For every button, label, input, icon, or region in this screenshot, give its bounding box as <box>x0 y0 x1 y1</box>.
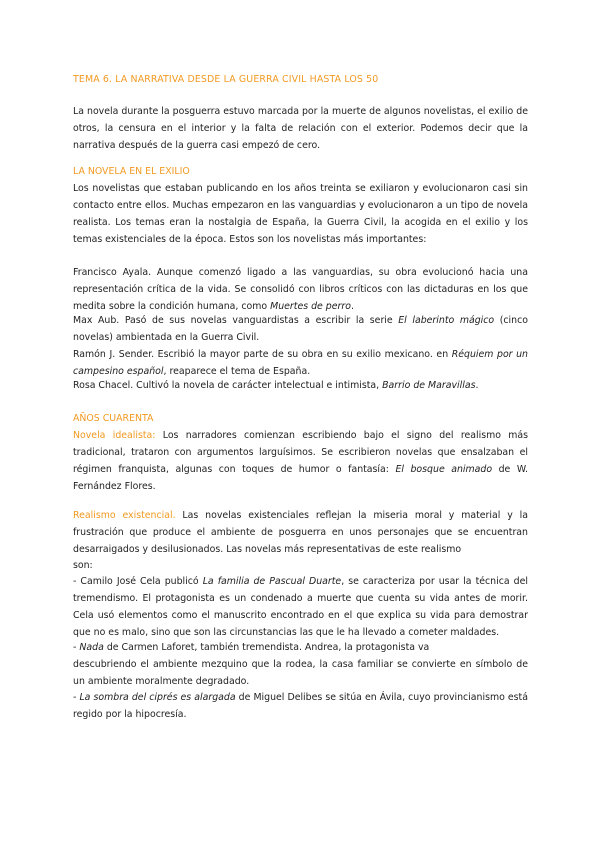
work-title: Réquiem por un campesino español <box>73 349 528 377</box>
author-paragraph <box>73 313 528 347</box>
section-heading-exilio: LA NOVELA EN EL EXILIO <box>73 166 190 177</box>
author-text: Francisco Ayala. Aunque comenzó ligado a las vanguardias, su obra evolucionó hacia una representación crítica de la vida. Se consolidó con libros críticos con las dictaduras en los que medita sobre la condición humana, como <box>73 267 528 312</box>
novel-text-end: , se caracteriza por usar la técnica del tremendismo. El protagonista es un condenado a muerte que cuenta su vida antes de morir. Cela usó elementos como el manuscrito encontrado en el que explica su vida para demostrar que no es malo, sino que son las circunstancias las que le ha llevado a cometer maldades. <box>73 576 528 638</box>
work-title: La familia de Pascual Duarte <box>202 576 342 587</box>
existencial-text: Las novelas existenciales reflejan la miseria moral y material y la frustración que produce el ambiente de posguerra en unos personajes que se encuentran desarraigados y desilusionados. Las novelas más representativas de este realismo <box>73 510 528 555</box>
novel-item <box>73 574 528 642</box>
author-paragraph <box>73 347 528 381</box>
author-paragraph <box>73 378 528 395</box>
author-text: Max Aub. Pasó de sus novelas vanguardistas a escribir la serie <box>73 315 399 326</box>
novel-text: - <box>73 692 80 703</box>
author-paragraph <box>73 265 528 316</box>
idealista-text: Los narradores comienzan escribiendo bajo el signo del realismo más tradicional, trataron con argumentos larguísimos. Se escribieron novelas que ensalzaban el régimen franquista, algunas con toques de humor o fantasía: <box>73 430 529 475</box>
page-title: TEMA 6. LA NARRATIVA DESDE LA GUERRA CIVIL HASTA LOS 50 <box>73 74 379 85</box>
novel-text-end: de Miguel Delibes se sitúa en Ávila, cuyo provincianismo está regido por la hipocresía. <box>73 692 528 720</box>
author-text: Rosa Chacel. Cultivó la novela de carácter intelectual e intimista, <box>73 380 383 391</box>
son-line: son: <box>73 560 93 571</box>
exilio-paragraph: Los novelistas que estaban publicando en los años treinta se exiliaron y evolucionaron casi sin contacto entre ellos. Muchas empezaron en las vanguardias y evolucionaron a un tipo de novela realista. Los temas eran la nostalgia de España, la Guerra Civil, la acogida en el exilio y los temas existenciales de la época. Estos son los novelistas más importantes: <box>73 183 528 245</box>
existencial-paragraph <box>73 508 528 559</box>
novel-item <box>73 640 528 657</box>
existencial-label: Realismo existencial. <box>73 510 176 521</box>
work-title: Barrio de Maravillas <box>382 380 476 391</box>
work-title: Nada <box>79 642 104 653</box>
author-text-end: (cinco novelas) ambientada en la Guerra Civil. <box>73 315 528 343</box>
idealista-label: Novela idealista: <box>73 430 156 441</box>
novel-item <box>73 657 528 691</box>
idealista-paragraph <box>73 428 528 496</box>
novel-text: descubriendo el ambiente mezquino que la rodea, la casa familiar se convierte en símbolo de un ambiente moralmente degradado. <box>73 659 528 687</box>
novel-text: - Camilo José Cela publicó <box>73 576 203 587</box>
section-heading-cuarenta: AÑOS CUARENTA <box>73 413 154 424</box>
work-title: La sombra del ciprés es alargada <box>79 692 236 703</box>
novel-text-end: de Carmen Laforet, también tremendista. Andrea, la protagonista va <box>103 642 430 653</box>
author-text-end: . <box>475 380 479 391</box>
author-text: Ramón J. Sender. Escribió la mayor parte de su obra en su exilio mexicano. en <box>73 349 452 360</box>
work-title: El laberinto mágico <box>398 315 495 326</box>
novel-item <box>73 690 528 724</box>
work-title: El bosque animado <box>395 463 493 475</box>
author-text-end: . <box>350 300 354 312</box>
author-text-end: , reaparece el tema de España. <box>163 365 311 377</box>
work-title: Muertes de perro <box>270 300 351 312</box>
intro-paragraph: La novela durante la posguerra estuvo marcada por la muerte de algunos novelistas, el exilio de otros, la censura en el interior y la falta de relación con el exterior. Podemos decir que la narrativa después de la guerra casi empezó de cero. <box>73 106 528 151</box>
idealista-text-end: de W. Fernández Flores. <box>73 463 528 492</box>
novel-text: - <box>73 642 80 653</box>
